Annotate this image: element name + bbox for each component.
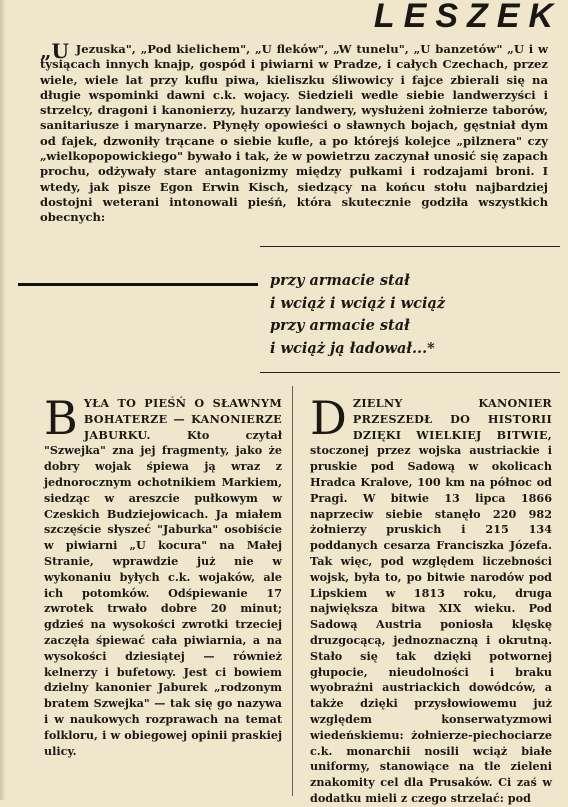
left-column	[44, 391, 282, 759]
right-body-text: stoczonej przez wojska austriackie i pruskie pod Sadową w okolicach Hradca Kralove, 100 km na północ od Pragi. W bitwie 13 lipca 1866 naprzeciw siebie stanęło 220 982 żołnierzy pruskich i 215 134 poddanych cesarza Franciszka Józefa. Tak więc, pod względem liczebności wojsk, była to, po bitwie narodów pod Lipskiem w 1813 roku, druga największa bitwa XIX wieku. Pod Sadową Austria poniosła klęskę druzgocącą, jednoznaczną i okrutną. Stało się tak dzięki potwornej głupocie, nieudolności i braku wyobraźni austriackich dowódców, a także dzięki przysłowiowemu już względem konserwatyzmowi wiedeńskiemu: żołnierze-piechociarze c.k. monarchii nosili wciąż białe uniformy, stanowiące na tle zieleni znakomity cel dla Prusaków. Ci zaś w dodatku mieli z czego strzelać: pod	[310, 443, 552, 805]
verse-line: i wciąż ją ładował...*	[270, 339, 435, 357]
intro-open-quote: „U	[40, 39, 69, 63]
left-lead-caps: YŁA TO PIEŚŃ O SŁAWNYM BOHATERZE — KANONIERZE JABURKU.	[83, 396, 282, 442]
intro-text: Jezuska", „Pod kielichem", „U fleków", „W tunelu", „U banzetów" „U i w tysiącach innych knajp, gospód i piwiarni w Pradze, i całych Czechach, przez wiele, wiele lat przy kuflu piwa, kieliszku śliwowicy i fajce zbierali się na długie wspominki dawni c.k. wojacy. Siedzieli wedle siebie landwerzyści i strzelcy, dragoni i kanonierzy, huzarzy landwery, wysłużeni żołnierze taborów, sanitariusze i marynarze. Płynęły opowieści o sławnych bojach, gęstniał dym od fajek, dzwoniły trącane o siebie kufle, a po którejś kolejce „pilznera" czy „wielkopopowickiego" bywało i tak, że w powietrzu zaczynał unosić się zapach prochu, odżywały stare antagonizmy między pułkami i rodzajami broni. I wtedy, jak pisze Egon Erwin Kisch, siedzący na końcu stołu najbardziej dostojni weterani intonowali pieśń, która skutecznie godziła wszystkich obecnych:	[40, 42, 548, 225]
left-body-text: Kto czytał "Szwejka" zna jej fragmenty, jako że dobry wojak śpiewa ją wraz z jednorocznym ochotnikiem Markiem, siedząc w areszcie pułkowym w Czeskich Budziejowicach. Ja miałem szczęście słyszeć "Jaburka" osobiście w piwiarni „U kocura" na Małej Stranie, wprawdzie już nie w wykonaniu byłych c.k. wojaków, ale ich potomków. Odśpiewanie 17 zwrotek trwało dobre 20 minut; gdzieś na wysokości zwrotki trzeciej zaczęła śpiewać cała piwiarnia, a na wysokości dziesiątej — również kelnerzy i bufetowy. Jest ci bowiem dzielny kanonier Jaburek „rodzonym bratem Szwejka" — tak się go nazywa i w naukowych rozprawach na temat folkloru, i w obiegowej opinii praskiej ulicy.	[44, 427, 282, 758]
left-dropcap: B	[44, 391, 78, 445]
verse-rule-bottom	[260, 372, 560, 373]
right-column	[310, 391, 552, 807]
intro-paragraph	[40, 39, 548, 226]
song-verse	[270, 270, 560, 360]
verse-line: przy armacie stał	[270, 317, 410, 334]
running-head-title: LESZEK	[373, 0, 562, 35]
right-dropcap: D	[310, 391, 347, 445]
verse-line: przy armacie stał	[270, 272, 410, 289]
verse-rule-top	[260, 246, 560, 247]
verse-line: i wciąż i wciąż i wciąż	[270, 294, 446, 312]
column-divider	[292, 386, 293, 796]
section-divider-left	[18, 283, 258, 286]
page-spine-shadow	[0, 0, 6, 800]
right-lead-caps: ZIELNY KANONIER PRZESZEDŁ DO HISTORII DZIĘKI WIELKIEJ BITWIE,	[352, 396, 552, 442]
